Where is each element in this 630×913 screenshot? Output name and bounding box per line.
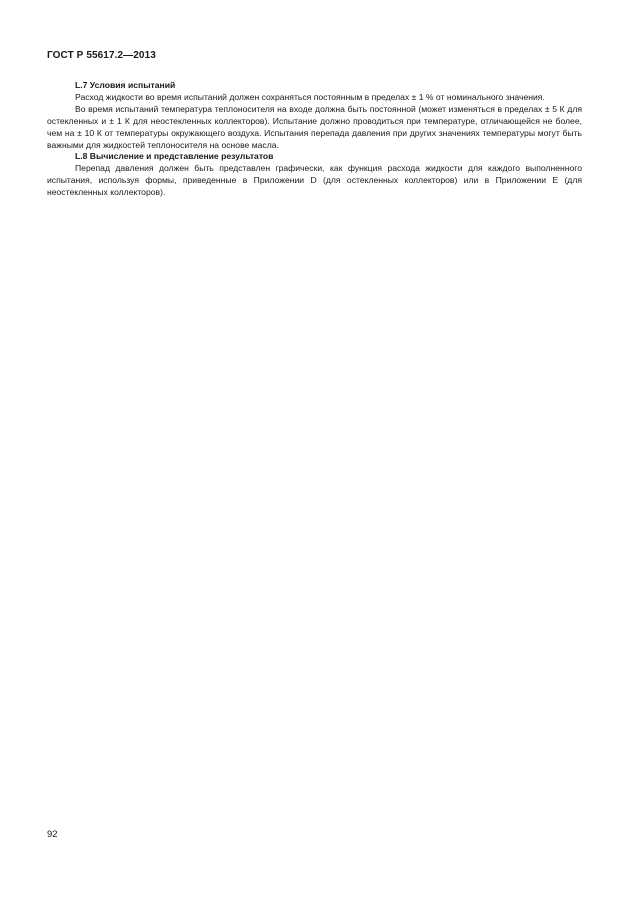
section-heading-l8: L.8 Вычисление и представление результатов	[75, 151, 274, 162]
document-standard-header: ГОСТ Р 55617.2—2013	[47, 50, 156, 61]
document-body	[47, 80, 582, 199]
paragraph-results-presentation: Перепад давления должен быть представлен графически, как функция расхода жидкости для каждого выполненного испытания, используя формы, приведенные в Приложении D (для остекленных коллекторов) или в Приложении Е (для неостекленных коллекторов).	[47, 163, 582, 198]
page-number: 92	[47, 829, 58, 840]
section-heading-l7: L.7 Условия испытаний	[75, 80, 176, 90]
paragraph-temperature: Во время испытаний температура теплоносителя на входе должна быть постоянной (может изменяться в пределах ± 5 К для остекленных и ± 1 К для неостекленных коллекторов). Испытание должно проводиться при температуре, отличающейся не более, чем на ± 10 К от температуры окружающего воздуха. Испытания перепада давления при других значениях температуры могут быть важными для жидкостей теплоносителя на основе масла.	[47, 103, 582, 150]
paragraph-flow-rate: Расход жидкости во время испытаний должен сохраняться постоянным в пределах ± 1 % от номинального значения.	[75, 91, 545, 102]
